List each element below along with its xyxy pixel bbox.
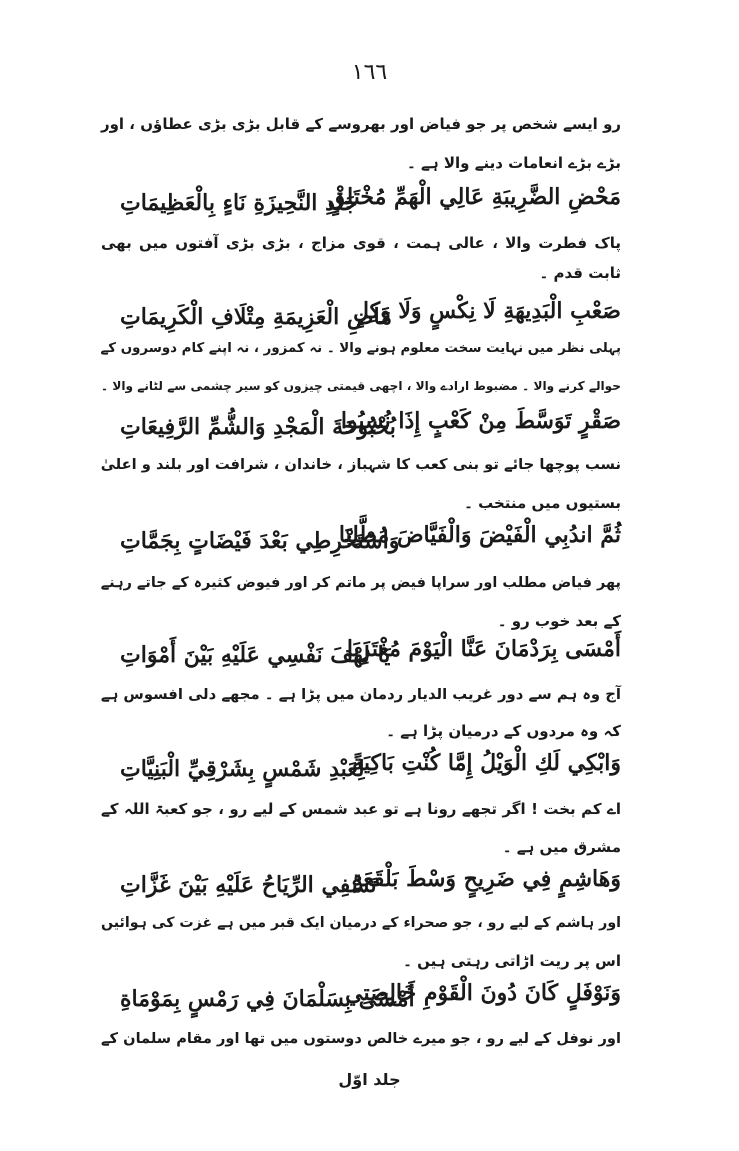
verse-hemistich-right: وَابْكِي لَكِ الْوَيْلُ إِمَّا كُنْتِ بَاكِيَةً: [352, 750, 621, 776]
prose-line: اس پر ریت اڑاتی رہتی ہیں ۔: [403, 952, 621, 970]
prose-line: مشرق میں ہے ۔: [502, 838, 621, 856]
prose-line: پھر فیاض مطلب اور سراپا فیض پر ماتم کر اور فیوض کثیرہ کے جاتے رہنے: [100, 575, 621, 591]
verse-hemistich-right: مَحْضِ الضَّرِيبَةِ عَالِي الْهَمِّ مُخْتَلِقٍ: [328, 184, 621, 210]
prose-line: اور ہاشم کے لیے رو ، جو صحراء کے درمیان ایک قبر میں ہے غزت کی ہوائیں: [101, 915, 621, 931]
verse-hemistich-left: جَلْدِ النَّحِيزَةِ نَاءٍ بِالْعَظِيمَاتِ: [120, 190, 358, 216]
prose-line: آج وہ ہم سے دور غریب الدیار ردمان میں پڑا ہے ۔ مجھے دلی افسوس ہے: [100, 686, 621, 703]
prose-line: حوالے کرنے والا ۔ مضبوط ارادے والا ، اچھی قیمتی چیزوں کو سیر چشمی سے لٹانے والا ۔: [101, 379, 621, 393]
verse-hemistich-left: مَاضِ الْعَزِيمَةِ مِتْلَافِ الْكَرِيمَاتِ: [120, 304, 392, 330]
prose-line: بستیوں میں منتخب ۔: [464, 494, 621, 512]
volume-footer: جلد اوّل: [338, 1070, 401, 1089]
verse-hemistich-right: صَقْرٍ تَوَسَّطَ مِنْ كَعْبٍ إِذَا نُسِبُوا: [340, 408, 621, 434]
verse-hemistich-left: تَسْفِي الرِّيَاحُ عَلَيْهِ بَيْنَ غَزَّاتِ: [120, 872, 377, 898]
prose-line: ثابت قدم ۔: [539, 264, 621, 282]
prose-line: اور نوفل کے لیے رو ، جو میرے خالص دوستوں میں تھا اور مقام سلمان کے: [101, 1030, 621, 1047]
verse-hemistich-left: وَاسْتَخْرِطِي بَعْدَ فَيْضَاتٍ بِجَمَّاتِ: [120, 528, 400, 554]
prose-line: پاک فطرت والا ، عالی ہمت ، قوی مزاج ، بڑی بڑی آفتوں میں بھی: [101, 234, 621, 252]
verse-hemistich-right: أَمْسَى بِرَدْمَانَ عَنَّا الْيَوْمَ مُغْتَرِبَا: [346, 636, 621, 662]
verse-hemistich-left: لِعَبْدِ شَمْسٍ بِشَرْقِيِّ الْبَنِيَّاتِ: [120, 756, 365, 782]
verse-hemistich-left: يَا لَهْفَ نَفْسِي عَلَيْهِ بَيْنَ أَمْوَاتِ: [120, 642, 391, 668]
verse-hemistich-left: بُحْبُوحَةَ الْمَجْدِ وَالشُّمِّ الرَّفِيعَاتِ: [120, 414, 396, 440]
verse-hemistich-right: وَهَاشِمٍ فِي ضَرِيحٍ وَسْطَ بَلْقَعَةٍ: [351, 866, 621, 892]
prose-line: نسب پوچھا جائے تو بنی کعب کا شہباز ، خاندان ، شرافت اور بلند و اعلیٰ: [100, 456, 621, 473]
page-number: ١٦٦: [351, 60, 388, 85]
verse-hemistich-right: صَعْبِ الْبَدِيهَةِ لَا نِكْسٍ وَلَا وَكِلٍ: [352, 298, 621, 324]
verse-hemistich-right: وَنَوْفَلٍ كَانَ دُونَ الْقَوْمِ خَالِصَتِي: [345, 980, 621, 1006]
verse-hemistich-right: ثُمَّ اندُبِي الْفَيْضَ وَالْفَيَّاضَ مُطَّلِبَا: [338, 522, 621, 548]
verse-hemistich-left: أَمْسَى بِسَلْمَانَ فِي رَمْسٍ بِمَوْمَاةِ: [120, 986, 415, 1012]
prose-line: پہلی نظر میں نہایت سخت معلوم ہونے والا ۔ نہ کمزور ، نہ اپنے کام دوسروں کے: [100, 341, 621, 356]
prose-line: کہ وہ مردوں کے درمیان پڑا ہے ۔: [386, 722, 621, 740]
prose-line: کے بعد خوب رو ۔: [497, 612, 621, 630]
prose-line: رو ایسے شخص پر جو فیاض اور بھروسے کے قابل بڑی بڑی عطاؤں ، اور: [101, 115, 621, 133]
prose-line: اے کم بخت ! اگر تجھے رونا ہے تو عبد شمس کے لیے رو ، جو کعبۃ اللہ کے: [101, 800, 621, 818]
prose-line: بڑے بڑے انعامات دینے والا ہے ۔: [407, 154, 621, 172]
